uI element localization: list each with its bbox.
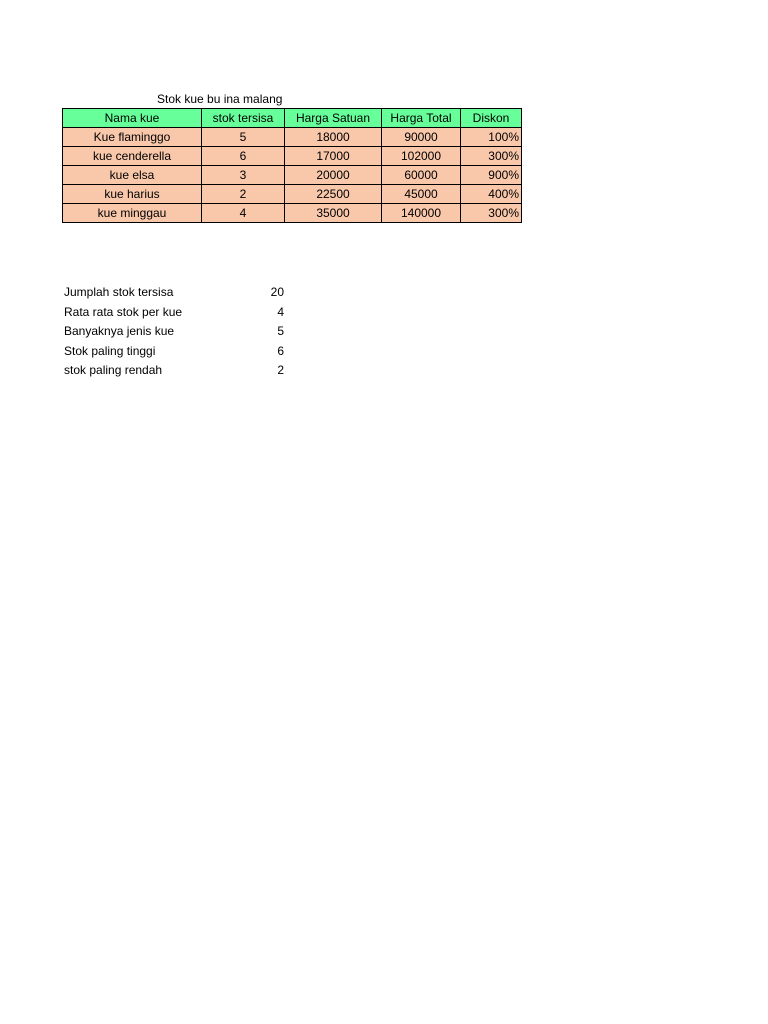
cell-harga-satuan[interactable]: 20000 xyxy=(285,166,382,185)
cell-stok-tersisa[interactable]: 3 xyxy=(202,166,285,185)
cell-harga-total[interactable]: 60000 xyxy=(382,166,461,185)
summary-row-jumlah-stok xyxy=(64,283,284,303)
cell-stok-tersisa[interactable]: 2 xyxy=(202,185,285,204)
cell-nama-kue[interactable]: Kue flaminggo xyxy=(63,128,202,147)
cell-stok-tersisa[interactable]: 6 xyxy=(202,147,285,166)
cell-stok-tersisa[interactable]: 4 xyxy=(202,204,285,223)
summary-value[interactable]: 20 xyxy=(270,285,284,299)
header-stok-tersisa[interactable]: stok tersisa xyxy=(202,109,285,128)
summary-label[interactable]: Stok paling tinggi xyxy=(64,343,156,358)
summary-row-stok-terendah xyxy=(64,361,284,381)
header-harga-satuan[interactable]: Harga Satuan xyxy=(285,109,382,128)
summary-row-stok-tertinggi xyxy=(64,342,284,362)
cell-nama-kue[interactable]: kue elsa xyxy=(63,166,202,185)
summary-row-jenis-kue xyxy=(64,322,284,342)
cell-diskon[interactable]: 300% xyxy=(461,204,522,223)
summary-row-rata-rata xyxy=(64,303,284,323)
cell-harga-total[interactable]: 90000 xyxy=(382,128,461,147)
cell-harga-satuan[interactable]: 35000 xyxy=(285,204,382,223)
sheet-title: Stok kue bu ina malang xyxy=(157,92,283,106)
summary-label[interactable]: Jumplah stok tersisa xyxy=(64,285,174,299)
cell-nama-kue[interactable]: kue cenderella xyxy=(63,147,202,166)
cell-harga-total[interactable]: 140000 xyxy=(382,204,461,223)
cell-harga-total[interactable]: 102000 xyxy=(382,147,461,166)
table-row xyxy=(63,166,522,185)
summary-label[interactable]: Rata rata stok per kue xyxy=(64,304,183,319)
table-row xyxy=(63,204,522,223)
cell-nama-kue[interactable]: kue minggau xyxy=(63,204,202,223)
header-harga-total[interactable]: Harga Total xyxy=(382,109,461,128)
stock-table xyxy=(62,108,522,223)
header-diskon[interactable]: Diskon xyxy=(461,109,522,128)
cell-diskon[interactable]: 100% xyxy=(461,128,522,147)
summary-block xyxy=(64,283,284,381)
cell-harga-satuan[interactable]: 18000 xyxy=(285,128,382,147)
table-row xyxy=(63,185,522,204)
table-header-row xyxy=(63,109,522,128)
cell-diskon[interactable]: 400% xyxy=(461,185,522,204)
cell-harga-total[interactable]: 45000 xyxy=(382,185,461,204)
header-nama-kue[interactable]: Nama kue xyxy=(63,109,202,128)
table-row xyxy=(63,147,522,166)
summary-value[interactable]: 4 xyxy=(277,304,284,319)
cell-harga-satuan[interactable]: 22500 xyxy=(285,185,382,204)
cell-stok-tersisa[interactable]: 5 xyxy=(202,128,285,147)
cell-diskon[interactable]: 300% xyxy=(461,147,522,166)
summary-label[interactable]: stok paling rendah xyxy=(64,363,163,377)
cell-nama-kue[interactable]: kue harius xyxy=(63,185,202,204)
summary-value[interactable]: 6 xyxy=(277,343,284,358)
cell-diskon[interactable]: 900% xyxy=(461,166,522,185)
summary-value[interactable]: 2 xyxy=(277,363,284,377)
cell-harga-satuan[interactable]: 17000 xyxy=(285,147,382,166)
summary-label[interactable]: Banyaknya jenis kue xyxy=(64,324,175,338)
summary-value[interactable]: 5 xyxy=(277,324,284,338)
table-row xyxy=(63,128,522,147)
